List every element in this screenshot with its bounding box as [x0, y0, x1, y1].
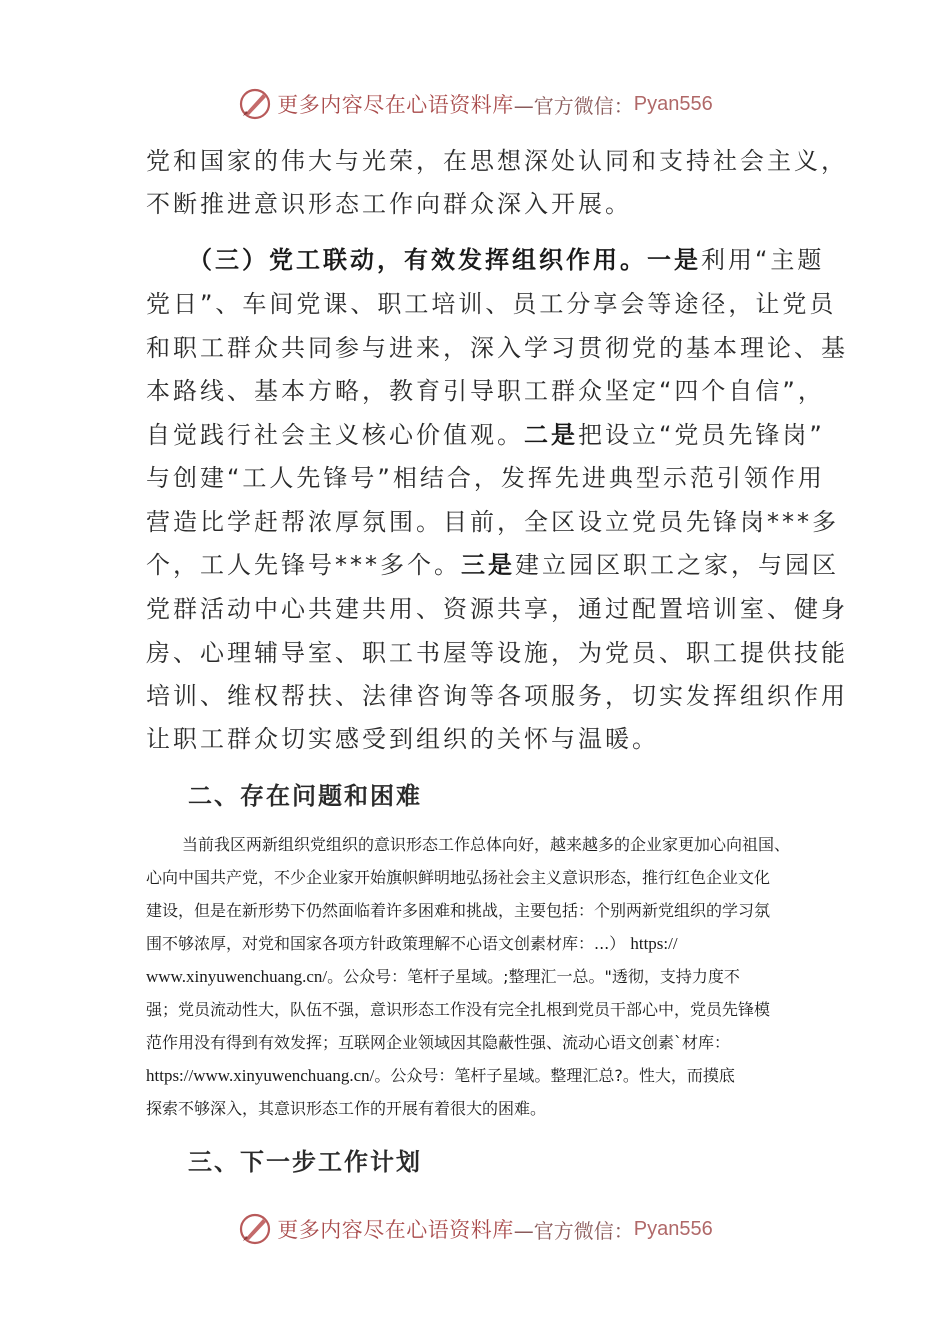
section-2-line-5	[146, 966, 812, 988]
section-2-line-1: 当前我区两新组织党组织的意识形态工作总体向好，越来越多的企业家更加心向祖国、	[182, 835, 791, 854]
section-2-line-5-url: www.xinyuwenchuang.cn/	[146, 967, 328, 986]
banner-text: 更多内容尽在心语资料库	[277, 1218, 514, 1242]
quill-pen-icon	[237, 1211, 273, 1247]
section-3-heading: 三、下一步工作计划	[188, 1148, 422, 1176]
section-2-line-9: 探索不够深入，其意识形态工作的开展有着很大的困难。	[146, 1099, 547, 1118]
para2-line-7: 营造比学赶帮浓厚氛围。目前，全区设立党员先锋岗***多	[146, 508, 839, 536]
para2-line-1	[188, 245, 825, 275]
para2-line-5	[146, 420, 825, 450]
marker-one: 一是	[647, 246, 701, 274]
banner-wechat-id: Pyan556	[633, 1217, 713, 1240]
section-2-line-3: 建设，但是在新形势下仍然面临着许多困难和挑战，主要包括：个别两新党组织的学习氛	[146, 901, 771, 920]
para1-line-1: 党和国家的伟大与光荣，在思想深处认同和支持社会主义，	[146, 147, 848, 175]
para2-line-11: 培训、维权帮扶、法律咨询等各项服务，切实发挥组织作用	[146, 682, 848, 710]
section-2-line-8	[146, 1065, 812, 1087]
para2-line-8-pre: 个，工人先锋号***多个。	[146, 551, 461, 579]
para2-line-6: 与创建“工人先锋号”相结合，发挥先进典型示范引领作用	[146, 464, 825, 492]
para2-line-12: 让职工群众切实感受到组织的关怀与温暖。	[146, 725, 659, 753]
banner-suffix: —官方微信：	[513, 1218, 634, 1243]
section-2-line-5-text: 。公众号：笔杆子星域。;整理汇一总。"透彻，支持力度不	[327, 967, 740, 986]
para2-line-4: 本路线、基本方略，教育引导职工群众坚定“四个自信”，	[146, 377, 825, 405]
para2-line-3: 和职工群众共同参与进来，深入学习贯彻党的基本理论、基	[146, 334, 848, 362]
marker-two: 二是	[524, 421, 578, 449]
section-2-line-4-text: 围不够浓厚，对党和国家各项方针政策理解不心语文创素材库：...）	[146, 934, 626, 953]
section-2-heading: 二、存在问题和困难	[188, 782, 422, 810]
para2-line-8-rest: 建立园区职工之家，与园区	[515, 551, 839, 579]
section-2-line-8-text: 。公众号：笔杆子星域。整理汇总?。性大，而摸底	[374, 1066, 735, 1085]
para2-line-10: 房、心理辅导室、职工书屋等设施，为党员、职工提供技能	[146, 639, 848, 667]
para2-line-5-rest: 把设立“党员先锋岗”	[578, 421, 825, 449]
section-2-line-7: 范作用没有得到有效发挥；互联网企业领域因其隐蔽性强、流动心语文创素`材库：	[146, 1033, 731, 1052]
banner-text: 更多内容尽在心语资料库	[277, 93, 514, 117]
header-banner	[0, 84, 950, 124]
para2-line-9: 党群活动中心共建共用、资源共享，通过配置培训室、健身	[146, 595, 848, 623]
para2-line-2: 党日”、车间党课、职工培训、员工分享会等途径，让党员	[146, 290, 837, 318]
para2-title: （三）党工联动，有效发挥组织作用。	[188, 246, 647, 274]
footer-banner	[0, 1209, 950, 1249]
section-2-line-4-url: https://	[630, 934, 678, 953]
section-2-line-4	[146, 933, 812, 955]
para2-line-8	[146, 550, 839, 580]
section-2-line-2: 心向中国共产党，不少企业家开始旗帜鲜明地弘扬社会主义意识形态，推行红色企业文化	[146, 868, 771, 887]
section-2-line-8-url: https://www.xinyuwenchuang.cn/	[146, 1066, 375, 1085]
para2-line-1-rest: 利用“主题	[701, 246, 825, 274]
quill-pen-icon	[237, 86, 273, 122]
banner-suffix: —官方微信：	[513, 93, 634, 118]
para1-line-2: 不断推进意识形态工作向群众深入开展。	[146, 190, 632, 218]
section-2-line-6: 强；党员流动性大，队伍不强，意识形态工作没有完全扎根到党员干部心中，党员先锋模	[146, 1000, 771, 1019]
marker-three: 三是	[461, 551, 515, 579]
banner-wechat-id: Pyan556	[633, 92, 713, 115]
para2-line-5-pre: 自觉践行社会主义核心价值观。	[146, 421, 524, 449]
